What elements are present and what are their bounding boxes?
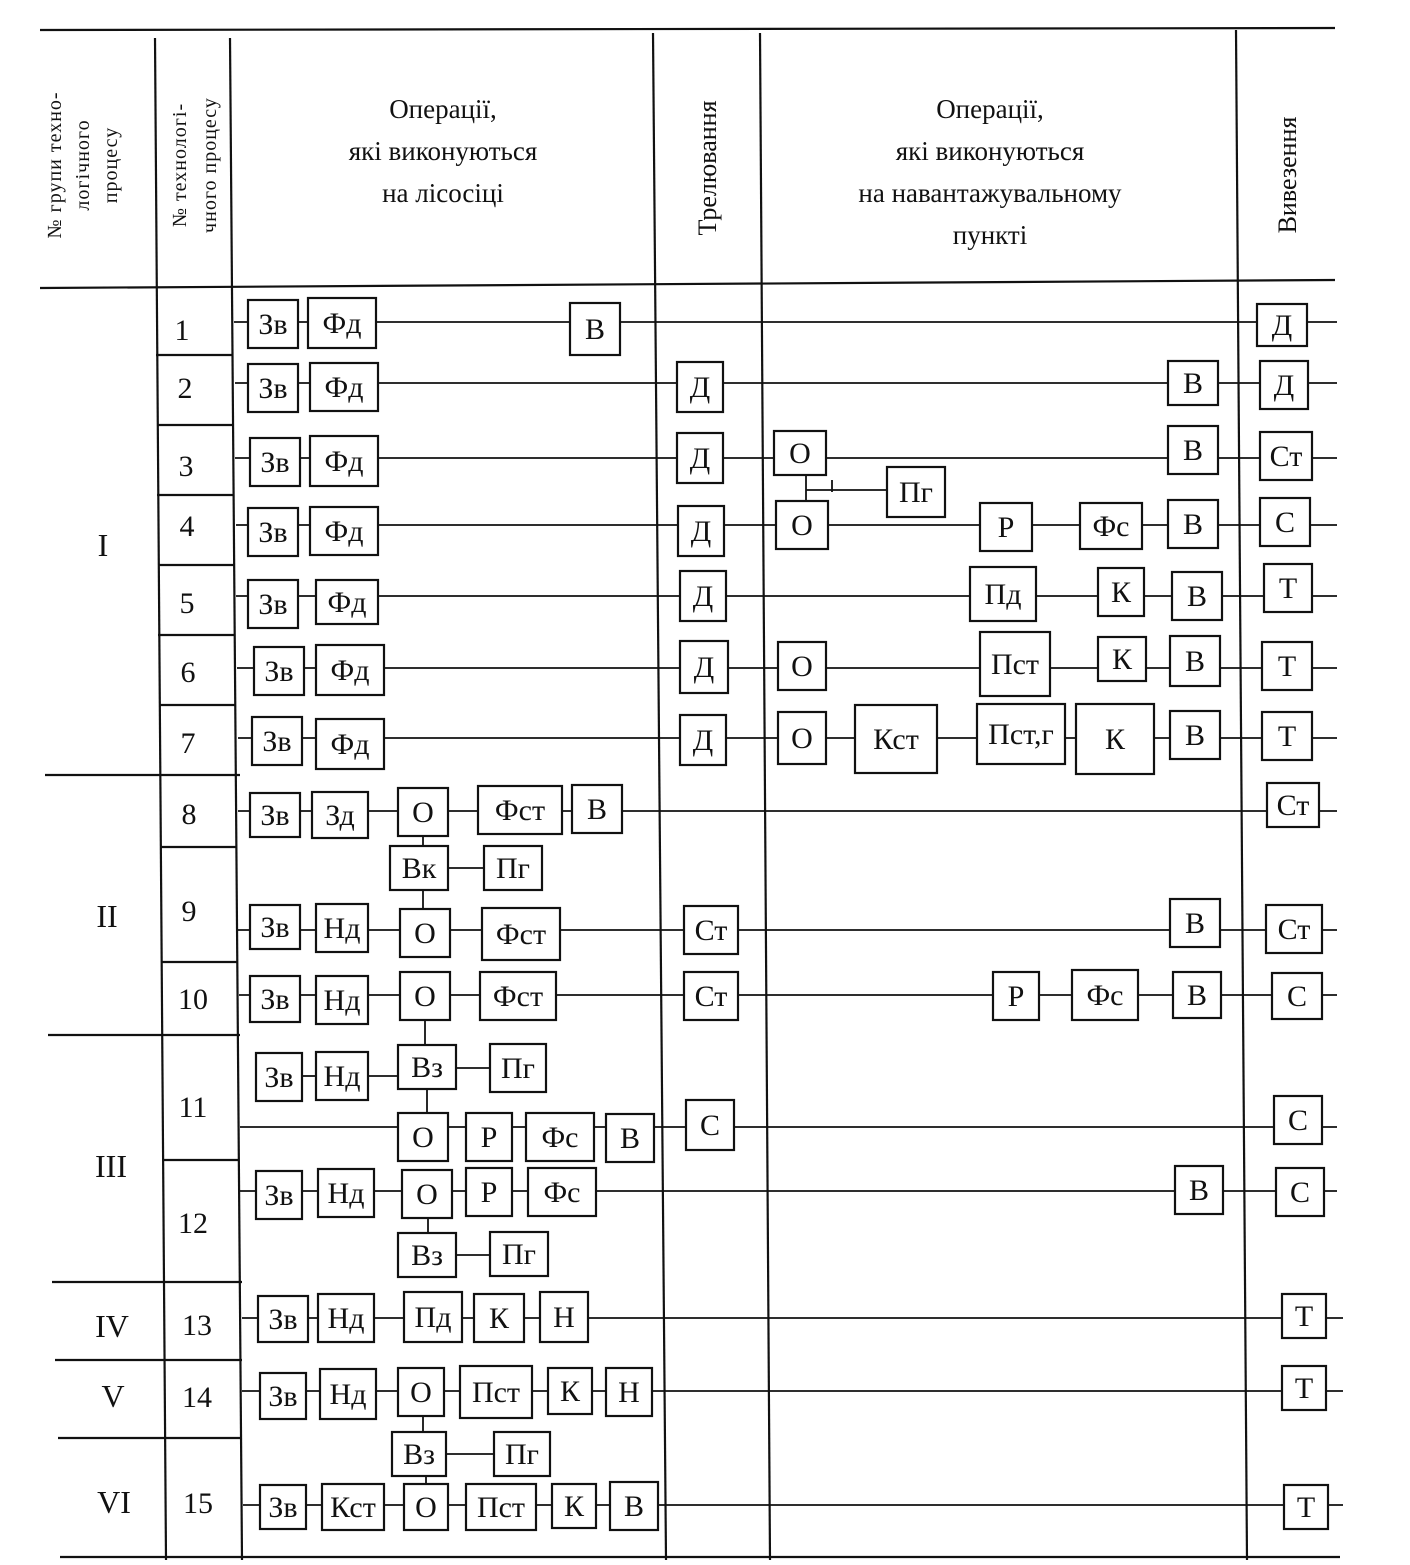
column-divider-5 <box>1236 30 1247 1560</box>
operation-label: О <box>791 509 813 542</box>
operation-box <box>392 1432 446 1476</box>
header-process-col <box>169 97 221 233</box>
operation-box <box>680 571 726 621</box>
operation-label: Зв <box>264 1061 294 1094</box>
operation-label: В <box>1182 434 1204 467</box>
operation-box <box>316 580 378 624</box>
operation-label: Пст,г <box>988 718 1054 751</box>
operation-box <box>322 1484 384 1530</box>
operation-label: Фд <box>322 307 362 340</box>
operation-label: Т <box>1277 650 1297 683</box>
operation-label: О <box>791 650 813 683</box>
operation-box <box>460 1366 532 1418</box>
header-bottom-line <box>40 280 1335 288</box>
process-number: 8 <box>181 798 197 831</box>
operation-box <box>1267 783 1319 827</box>
operation-box <box>1276 1168 1324 1216</box>
header-group-line-3: процесу <box>100 126 122 204</box>
process-number: 13 <box>182 1309 212 1342</box>
operation-label: С <box>699 1109 721 1142</box>
operation-label: Д <box>689 371 711 404</box>
operation-label: Н <box>618 1376 640 1409</box>
operation-box <box>680 715 726 765</box>
operation-box <box>250 438 300 486</box>
operation-box <box>398 1113 448 1161</box>
operation-box <box>540 1292 588 1342</box>
operation-box <box>318 1294 374 1342</box>
header-group-col <box>44 91 122 238</box>
operation-label: О <box>416 1178 438 1211</box>
operation-label: Т <box>1294 1372 1314 1405</box>
operation-box <box>970 567 1036 621</box>
operation-box <box>312 792 368 838</box>
operation-box <box>774 431 826 475</box>
operation-label: К <box>1111 643 1133 676</box>
operation-box <box>610 1482 658 1530</box>
operation-box <box>1262 642 1312 690</box>
operation-label: О <box>415 1491 437 1524</box>
operation-box <box>1264 564 1312 612</box>
operation-label: Фд <box>327 586 367 619</box>
operation-box <box>980 632 1050 696</box>
process-number: 4 <box>179 510 195 543</box>
operation-label: Р <box>480 1121 498 1154</box>
operation-box <box>1284 1485 1328 1529</box>
operation-label: Нд <box>327 1177 365 1210</box>
operation-box <box>678 506 724 556</box>
operation-box <box>684 972 738 1020</box>
operation-label: Вз <box>403 1438 435 1471</box>
operation-label: Вз <box>411 1051 443 1084</box>
operation-label: В <box>1184 907 1206 940</box>
operation-label: Пг <box>496 852 530 885</box>
operation-box <box>400 972 450 1020</box>
operation-box <box>250 976 300 1022</box>
operation-box <box>1175 1166 1223 1214</box>
operation-box <box>1260 432 1312 480</box>
operation-box <box>1168 361 1218 405</box>
operation-label: О <box>414 917 436 950</box>
operation-label: В <box>584 313 606 346</box>
operation-label: Зв <box>260 911 290 944</box>
operation-label: В <box>1188 1174 1210 1207</box>
group-label: IV <box>95 1308 129 1344</box>
operation-label: В <box>619 1122 641 1155</box>
operation-label: С <box>1286 980 1308 1013</box>
operation-label: Д <box>692 580 714 613</box>
operation-label: В <box>586 793 608 826</box>
operation-box <box>1266 905 1322 953</box>
operation-box <box>1098 637 1146 681</box>
operation-label: Д <box>689 442 711 475</box>
operation-box <box>526 1113 594 1161</box>
operation-box <box>258 1296 308 1342</box>
operation-box <box>320 1369 376 1419</box>
operation-box <box>248 508 298 556</box>
operation-label: Вк <box>401 852 437 885</box>
operation-box <box>466 1168 512 1216</box>
operation-label: Нд <box>323 912 361 945</box>
operation-box <box>572 785 622 833</box>
operation-box <box>316 904 368 952</box>
operation-label: В <box>623 1490 645 1523</box>
process-number: 9 <box>181 895 197 928</box>
operation-label: Нд <box>323 984 361 1017</box>
operation-label: К <box>488 1302 510 1335</box>
operation-box <box>404 1292 462 1342</box>
operation-box <box>684 906 738 954</box>
operation-label: К <box>563 1490 585 1523</box>
operation-box <box>480 972 556 1020</box>
operation-box <box>677 433 723 483</box>
operation-label: О <box>789 437 811 470</box>
group-label: II <box>96 898 118 934</box>
operation-label: Д <box>690 515 712 548</box>
operation-label: О <box>412 796 434 829</box>
operation-box <box>680 641 728 693</box>
operation-box <box>855 705 937 773</box>
operation-label: Зв <box>260 799 290 832</box>
operation-label: Фст <box>494 794 546 827</box>
operation-label: Ст <box>1276 789 1310 822</box>
operation-box <box>250 905 300 949</box>
operation-label: К <box>1110 576 1132 609</box>
operation-box <box>254 647 304 695</box>
operation-box <box>1274 1096 1322 1144</box>
operation-label: О <box>791 722 813 755</box>
operation-box <box>248 300 298 348</box>
group-label: VI <box>97 1484 131 1520</box>
operation-box <box>318 1169 374 1217</box>
operation-box <box>400 909 450 957</box>
header-process-line-2: чного процесу <box>199 97 221 233</box>
operation-label: Нд <box>327 1302 365 1335</box>
operation-box <box>466 1484 536 1530</box>
operation-box <box>1257 304 1307 346</box>
process-number: 12 <box>178 1207 208 1240</box>
operation-box <box>482 908 560 960</box>
operation-box <box>677 362 723 412</box>
operation-box <box>490 1044 546 1092</box>
operation-label: Пст <box>990 648 1040 681</box>
operation-label: Пг <box>899 476 933 509</box>
header-landing-line-3: на навантажувальному <box>858 178 1122 208</box>
operation-box <box>1072 970 1138 1020</box>
operation-box <box>248 364 298 412</box>
process-number: 1 <box>174 314 190 347</box>
operation-label: Ст <box>694 914 728 947</box>
operation-label: Зв <box>258 516 288 549</box>
operation-label: В <box>1186 979 1208 1012</box>
operation-box <box>260 1485 306 1529</box>
header-landing-line-4: пункті <box>952 220 1028 250</box>
operation-box <box>494 1432 550 1476</box>
operation-box <box>310 436 378 486</box>
operation-box <box>484 846 542 890</box>
operation-label: В <box>1182 367 1204 400</box>
operation-label: Зв <box>268 1380 298 1413</box>
process-dividers <box>156 355 239 1160</box>
operation-box <box>980 503 1032 551</box>
operation-box <box>1282 1366 1326 1410</box>
operation-box <box>478 786 562 834</box>
operation-label: Фд <box>324 371 364 404</box>
operation-label: Зв <box>264 1179 294 1212</box>
header-forest-line-1: Операції, <box>389 94 497 124</box>
operation-box <box>1282 1294 1326 1338</box>
operation-label: С <box>1289 1176 1311 1209</box>
operation-label: Т <box>1296 1491 1316 1524</box>
operation-label: Т <box>1277 720 1297 753</box>
operation-label: Фст <box>492 980 544 1013</box>
operation-box <box>398 1368 444 1416</box>
operation-label: Кст <box>873 723 919 756</box>
operation-box <box>1260 498 1310 546</box>
group-label: V <box>101 1378 125 1414</box>
operation-box <box>778 712 826 764</box>
operation-box <box>252 717 302 765</box>
operation-label: Фс <box>1086 979 1124 1012</box>
operation-label: Кст <box>330 1491 376 1524</box>
operation-label: Р <box>480 1176 498 1209</box>
column-divider-4 <box>760 33 770 1560</box>
operation-box <box>308 298 376 348</box>
operation-label: С <box>1274 506 1296 539</box>
operation-label: К <box>559 1375 581 1408</box>
group-label: III <box>95 1148 127 1184</box>
operation-box <box>316 1052 368 1100</box>
operation-label: Ст <box>1269 440 1303 473</box>
operation-label: Вз <box>411 1239 443 1272</box>
process-number: 3 <box>178 450 194 483</box>
operation-box <box>1262 712 1312 760</box>
operation-label: Т <box>1278 572 1298 605</box>
operation-box <box>606 1368 652 1416</box>
operation-box <box>398 1045 456 1089</box>
operation-label: Фд <box>324 445 364 478</box>
operation-box <box>260 1373 306 1419</box>
operation-label: Нд <box>323 1060 361 1093</box>
group-label: I <box>97 527 109 563</box>
operation-box <box>993 972 1039 1020</box>
operation-label: Фд <box>330 654 370 687</box>
operation-label: С <box>1287 1104 1309 1137</box>
operation-box <box>316 719 384 769</box>
operation-box <box>256 1171 302 1219</box>
operation-label: Фд <box>330 728 370 761</box>
header-landing-line-2: які виконуються <box>895 136 1085 166</box>
operation-label: О <box>410 1376 432 1409</box>
operation-label: Н <box>553 1301 575 1334</box>
header-haulage: Вивезення <box>1273 116 1302 234</box>
process-number: 7 <box>180 727 196 760</box>
operation-box <box>1170 711 1220 759</box>
operation-box <box>1098 568 1144 616</box>
operation-box <box>1260 361 1308 409</box>
operation-label: К <box>1104 723 1126 756</box>
operation-label: Зв <box>268 1491 298 1524</box>
operation-label: Фс <box>543 1176 581 1209</box>
operation-label: Т <box>1294 1300 1314 1333</box>
operation-box <box>686 1100 734 1150</box>
operation-box <box>778 642 826 690</box>
operation-label: Фс <box>541 1121 579 1154</box>
operation-label: Пг <box>505 1438 539 1471</box>
operation-box <box>977 704 1065 764</box>
process-number: 14 <box>182 1381 212 1414</box>
operation-label: В <box>1182 508 1204 541</box>
process-number: 2 <box>177 372 193 405</box>
operation-box <box>404 1484 448 1530</box>
operation-box <box>474 1294 524 1342</box>
header-group-line-1: № групи техно- <box>44 91 66 239</box>
operation-label: Д <box>693 651 715 684</box>
operation-label: О <box>412 1121 434 1154</box>
operation-label: Зд <box>325 799 355 832</box>
operation-label: Фст <box>495 918 547 951</box>
operation-label: Зв <box>260 446 290 479</box>
operation-label: Нд <box>329 1378 367 1411</box>
operation-label: Фс <box>1092 510 1130 543</box>
operation-box <box>248 580 298 628</box>
operation-box <box>1170 899 1220 947</box>
operation-box <box>402 1170 452 1218</box>
process-number: 6 <box>180 656 196 689</box>
operation-label: Пг <box>501 1052 535 1085</box>
process-number: 10 <box>178 983 208 1016</box>
operation-label: Пд <box>984 578 1022 611</box>
operation-box <box>552 1484 596 1528</box>
process-number: 11 <box>178 1091 208 1124</box>
column-divider-3 <box>653 33 666 1560</box>
header-group-line-2: логічного <box>72 119 94 211</box>
operation-label: Зв <box>260 983 290 1016</box>
operation-box <box>310 363 378 411</box>
operation-label: В <box>1184 719 1206 752</box>
operation-label: Зв <box>264 655 294 688</box>
operation-box <box>490 1232 548 1276</box>
operation-box <box>316 976 368 1024</box>
column-divider-2 <box>230 38 242 1560</box>
operation-box <box>776 501 828 549</box>
operation-label: Зв <box>268 1303 298 1336</box>
operation-box <box>606 1114 654 1162</box>
operation-label: Пд <box>414 1301 452 1334</box>
header-forest-ops <box>349 94 538 208</box>
group-labels <box>95 527 131 1520</box>
operation-label: О <box>414 980 436 1013</box>
top-border-line <box>40 28 1335 30</box>
operation-label: Зв <box>262 725 292 758</box>
operation-box <box>1168 500 1218 548</box>
header-landing-line-1: Операції, <box>936 94 1044 124</box>
operation-label: Д <box>692 724 714 757</box>
operation-box <box>466 1113 512 1161</box>
operation-label: Р <box>997 511 1015 544</box>
operation-box <box>1168 426 1218 474</box>
operation-box <box>528 1168 596 1216</box>
operation-label: Ст <box>1277 913 1311 946</box>
operation-label: Пст <box>471 1376 521 1409</box>
header-process-line-1: № технологі- <box>169 102 191 228</box>
operation-box <box>250 793 300 837</box>
operation-box <box>398 788 448 836</box>
operation-box <box>1076 704 1154 774</box>
operation-boxes <box>248 298 1328 1530</box>
operation-box <box>1272 973 1322 1019</box>
operation-label: Зв <box>258 308 288 341</box>
operation-box <box>390 846 448 890</box>
operation-label: Ст <box>694 980 728 1013</box>
table-grid <box>40 28 1340 1560</box>
process-number: 5 <box>179 587 195 620</box>
operation-box <box>1170 636 1220 686</box>
operation-box <box>1172 572 1222 620</box>
column-divider-1 <box>155 38 166 1560</box>
operation-label: Пг <box>502 1238 536 1271</box>
operation-label: Д <box>1273 369 1295 402</box>
operation-label: Зв <box>258 588 288 621</box>
operation-box <box>1173 972 1221 1018</box>
operation-label: В <box>1184 645 1206 678</box>
header-forest-line-3: на лісосіці <box>382 178 504 208</box>
process-number: 15 <box>183 1487 213 1520</box>
operation-box <box>316 645 384 695</box>
operation-box <box>310 507 378 555</box>
operation-label: Зв <box>258 372 288 405</box>
operation-box <box>398 1233 456 1277</box>
operation-box <box>256 1053 302 1101</box>
header-skidding: Трелювання <box>693 100 722 236</box>
header-forest-line-2: які виконуються <box>348 136 538 166</box>
operation-box <box>548 1368 592 1414</box>
header-landing-ops <box>858 94 1122 250</box>
operation-box <box>887 467 945 517</box>
operation-label: Д <box>1271 309 1293 342</box>
operation-box <box>570 303 620 355</box>
operation-label: Р <box>1007 980 1025 1013</box>
operation-label: В <box>1186 580 1208 613</box>
operation-box <box>1080 503 1142 549</box>
operation-label: Пст <box>476 1491 526 1524</box>
operation-label: Фд <box>324 515 364 548</box>
